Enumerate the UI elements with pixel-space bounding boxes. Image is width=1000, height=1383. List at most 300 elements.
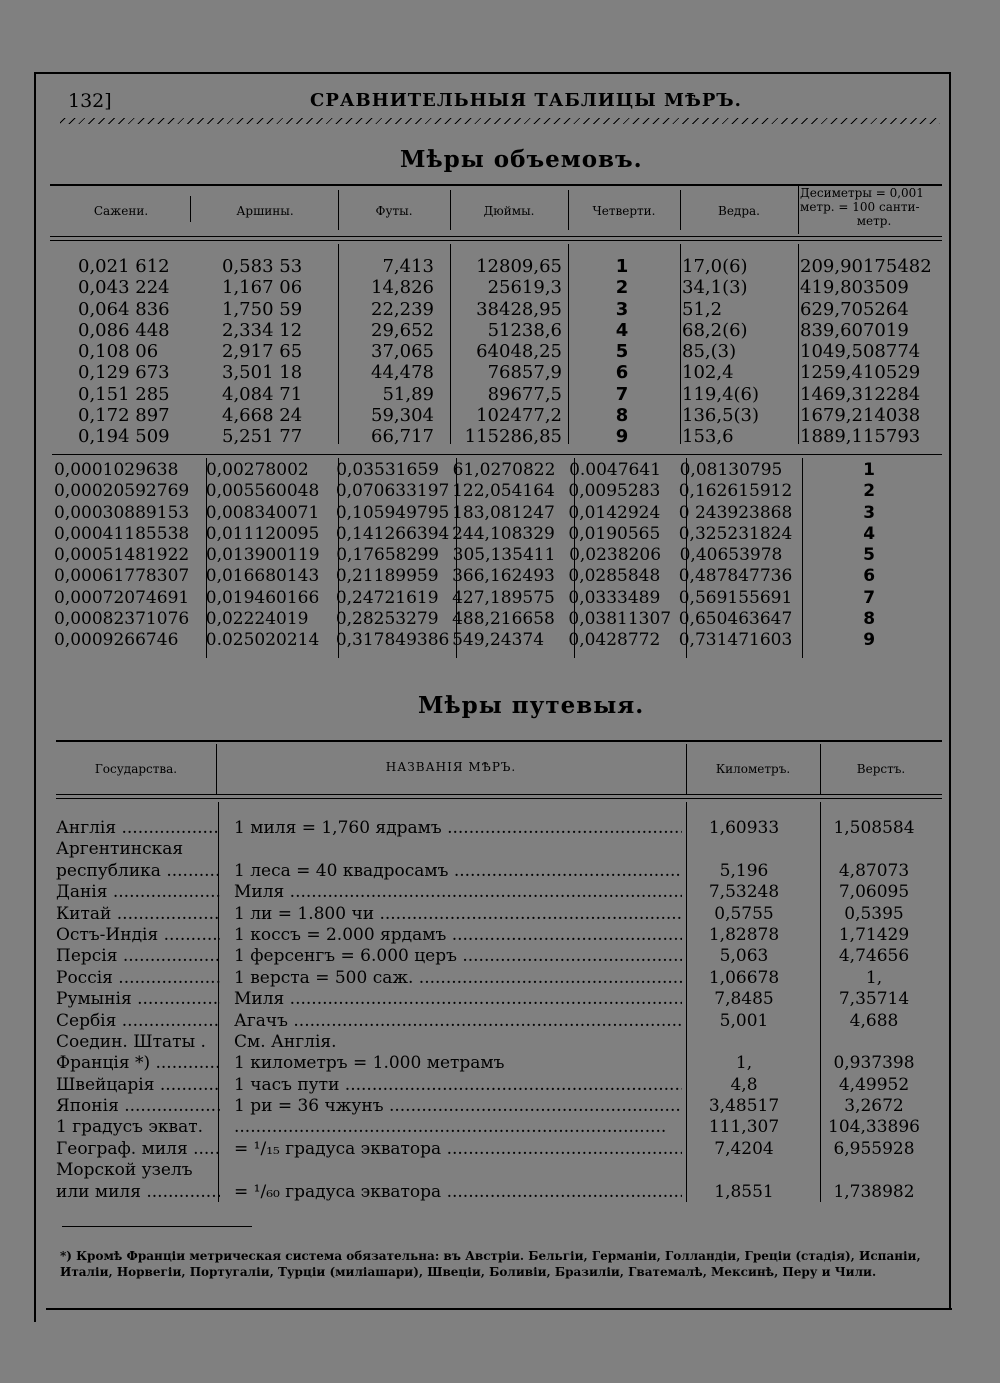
route-row [56,989,942,1010]
route-measure-name-text: Миля ..... [234,989,682,1009]
volume-row [52,299,946,320]
volume-fraction-cell: 549,24374 [452,630,545,651]
route-country [56,818,220,839]
volume-header-bottom-rule-2 [50,240,942,241]
route-verst-value [806,818,942,839]
route-row [56,1032,942,1053]
volume-fraction-cell: 0,02224019 [205,609,309,630]
volume-fraction-cell: 0,00051481922 [54,545,190,566]
route-col-header-country: Государства. [94,762,178,776]
route-verst-value [806,968,942,989]
route-measure-name-text: 1 часъ пути ..... [234,1075,682,1095]
volume-fraction-cell: 0,487847736 [678,566,793,587]
route-measure-name-text [234,1117,666,1137]
col-header-decimeters-line-2: метр. = 100 санти- [800,200,920,214]
volume-cell: 4 [615,319,629,341]
volume-fraction-cell: 5 [863,545,875,566]
volume-cell: 38428,95 [476,298,562,320]
route-row [56,1139,942,1160]
volume-cell: 629,705264 [800,298,909,320]
route-section-title: Мѣры путевыя. [418,692,645,719]
route-row [56,1075,942,1096]
volume-fraction-row [52,503,946,524]
volume-fraction-cell: 0,28253279 [335,609,439,630]
volume-fraction-cell: 0,00041185538 [54,523,190,544]
vol-header-sep-1 [190,196,191,222]
route-country-text: Японія ..... [56,1096,220,1116]
volume-cell: 1 [615,256,629,277]
route-km-value [682,1139,806,1160]
route-km-value [682,861,806,882]
volume-row [52,405,946,426]
route-measure-name [220,946,682,967]
route-country [56,946,220,967]
volume-cell: 419,803509 [800,277,909,299]
route-measure-name-text: 1 коссъ = 2.000 ярдамъ ..... [234,925,682,945]
volume-fraction-cell: 0,0001029638 [54,460,179,480]
route-country-text: Франція *) ..... [56,1053,220,1073]
volume-fraction-cell: 122,054164 [452,481,555,502]
route-row [56,861,942,882]
volume-fraction-cell: 0,08130795 [679,460,783,480]
route-row [56,818,942,839]
route-measure-name-text: См. Англія. [234,1031,337,1052]
route-country [56,1182,220,1203]
route-country-text: Данія ..... [56,882,220,902]
route-measure-name [220,839,682,860]
volume-fraction-cell: 61,0270822 [452,460,556,480]
route-verst-value-text: 4,74656 [838,946,910,967]
route-country [56,904,220,925]
route-verst-value [806,925,942,946]
volume-cell: 1049,508774 [800,341,921,363]
volume-fraction-cell: 0,070633197 [335,481,450,502]
volume-fraction-cell: 0,105949795 [335,502,450,523]
route-km-value [682,1160,806,1181]
route-measure-name-text: 1 ли = 1.800 чи ..... [234,904,682,924]
volume-fraction-cell: 0,016680143 [205,566,320,587]
volume-fraction-cell: 0,00072074691 [54,587,190,608]
route-country [56,861,220,882]
route-measure-name [220,1182,682,1203]
route-measure-name [220,989,682,1010]
volume-cell: 0,172 897 [78,405,170,427]
route-country-text: или миля ..... [56,1182,220,1202]
route-row [56,904,942,925]
volume-fraction-row [52,545,946,566]
route-measure-name [220,861,682,882]
route-verst-value-text: 3,2672 [844,1096,904,1117]
volume-fraction-cell: 0,141266394 [335,523,450,544]
volume-cell: 89677,5 [487,383,562,405]
route-country [56,1053,220,1074]
volume-fraction-row [52,460,946,481]
volume-cell: 12809,65 [476,256,562,277]
volume-fraction-cell: 0,03811307 [568,609,672,630]
route-verst-value-text: 7,35714 [838,989,910,1010]
route-km-value [682,904,806,925]
volume-fraction-cell: 0,40653978 [679,545,783,566]
vol-header-sep-6 [798,186,799,234]
route-country-text: Морской узелъ [56,1160,193,1181]
volume-row [52,384,946,405]
route-country [56,925,220,946]
route-header-sep-3 [820,744,821,794]
volume-fraction-cell: 0,00020592769 [54,481,190,502]
volume-fraction-cell: 0.0047641 [569,460,662,480]
footnote-rule [62,1226,252,1227]
volume-cell: 0,151 285 [78,383,170,405]
volume-fraction-cell: 6 [863,566,876,587]
route-col-header-km: Километръ. [715,762,791,776]
route-measure-name [220,904,682,925]
volume-fraction-cell: 0,0009266746 [54,630,179,651]
route-row [56,946,942,967]
volume-cell: 839,607019 [800,319,909,341]
volume-row [52,277,946,298]
volume-fraction-cell: 0,0142924 [568,502,661,523]
route-country [56,1117,220,1138]
volume-cell: 4,084 71 [222,383,303,405]
route-measure-name-text: = ¹/₁₅ градуса экватора ..... [234,1139,682,1159]
volume-cell: 6 [615,362,629,384]
volume-fraction-cell: 0,005560048 [205,481,320,502]
route-row [56,1053,942,1074]
volume-fraction-cell: 4 [863,523,876,544]
volume-cell: 0,086 448 [78,319,170,341]
volume-cell: 0,043 224 [78,277,170,299]
volume-cell: 0,194 509 [78,426,170,448]
route-measure-name [220,1053,682,1074]
frame-bottom-rule [46,1308,952,1310]
volume-cell: 3 [615,298,629,320]
route-verst-value [806,904,942,925]
volume-fraction-row [52,609,946,630]
volume-cell: 76857,9 [487,362,562,384]
route-verst-value [806,1075,942,1096]
volume-cell: 0,129 673 [78,362,170,384]
volume-fraction-cell: 0,03531659 [336,460,439,480]
route-row [56,968,942,989]
route-verst-value-text: 0,937398 [833,1053,915,1074]
route-km-value [682,1117,806,1138]
route-km-value [682,989,806,1010]
running-title: СРАВНИТЕЛЬНЫЯ ТАБЛИЦЫ МѢРЪ. [310,90,742,111]
vol-header-sep-2 [338,190,339,230]
col-header-futy: Футы. [375,204,413,218]
route-verst-value [806,861,942,882]
volume-cell: 1469,312284 [800,383,921,405]
route-verst-value [806,1011,942,1032]
route-km-value-text: 7,4204 [714,1138,774,1159]
route-header-bottom-rule [56,794,942,795]
route-header-top-rule [56,740,942,742]
volume-cell: 5 [615,341,629,363]
route-km-value [682,1182,806,1203]
route-country [56,1096,220,1117]
route-km-value [682,882,806,903]
volume-cell: 68,2(6) [682,319,748,341]
volume-fraction-row [52,481,946,502]
route-country [56,968,220,989]
route-verst-value [806,1160,942,1181]
route-verst-value-text: 6,955928 [833,1138,915,1159]
volume-fraction-cell: 0,008340071 [205,502,320,523]
volume-fraction-cell: 0,325231824 [678,523,793,544]
route-country [56,1160,220,1181]
route-country-text: Россія ..... [56,968,220,988]
volume-cell: 7,413 [382,256,434,277]
route-measure-name [220,882,682,903]
volume-fraction-cell: 0,00030889153 [54,502,190,523]
volume-fraction-row [52,524,946,545]
volume-fraction-cell: 8 [863,609,876,630]
route-km-value-text: 1,06678 [708,967,780,988]
col-header-dyuimy: Дюймы. [483,204,535,218]
volume-fraction-cell: 0,17658299 [336,545,439,566]
col-header-chetverti: Четверти. [592,204,656,218]
volume-fraction-cell: 0,0285848 [568,566,661,587]
volume-cell: 9 [615,426,629,448]
route-col-header-verst: Верстъ. [856,762,906,776]
route-measure-name-text: Миля ..... [234,882,682,902]
col-header-sazheni: Сажени. [93,204,149,218]
route-measure-name [220,1117,682,1138]
route-km-value-text: 4,8 [730,1074,758,1095]
volume-fraction-cell: 0,011120095 [205,523,320,544]
route-verst-value-text: 104,33896 [828,1117,920,1138]
volume-cell: 119,4(6) [682,383,760,405]
volume-row [52,256,946,277]
volume-cell: 1679,214038 [800,405,921,427]
volume-cell: 66,717 [371,426,434,448]
route-measure-name [220,1139,682,1160]
volume-cell: 0,021 612 [78,256,170,277]
route-country [56,882,220,903]
route-measure-name-text: 1 миля = 1,760 ядрамъ ..... [234,818,682,838]
route-measure-name-text: 1 ри = 36 чжунъ ..... [234,1096,682,1116]
route-verst-value [806,1096,942,1117]
volume-fraction-cell: 0,00061778307 [54,566,190,587]
volume-cell: 102477,2 [476,405,562,427]
volume-fraction-cell: 427,189575 [452,587,555,608]
route-km-value [682,818,806,839]
route-measure-name [220,1011,682,1032]
route-col-header-measure: НАЗВАНІЯ МѢРЪ. [385,760,517,774]
volume-cell: 29,652 [371,319,434,341]
route-country-text: Аргентинская [56,839,184,860]
volume-fraction-cell: 0,019460166 [205,587,320,608]
volume-row [52,320,946,341]
volume-cell: 5,251 77 [222,426,303,448]
volume-row [52,362,946,383]
volume-cell: 8 [615,405,629,427]
volume-fraction-cell: 0,0428772 [568,630,661,651]
volume-cell: 1,750 59 [222,298,303,320]
route-verst-value-text: 4,87073 [838,860,910,881]
route-verst-value [806,1053,942,1074]
volume-table-block-2 [52,460,946,652]
volume-cell: 0,108 06 [78,341,159,363]
volume-fraction-cell: 183,081247 [452,502,555,523]
route-measure-name [220,818,682,839]
route-verst-value [806,882,942,903]
route-km-value [682,1096,806,1117]
volume-fraction-cell: 0,0333489 [568,587,661,608]
route-verst-value [806,989,942,1010]
route-km-value [682,1053,806,1074]
route-country-text: республика ..... [56,861,220,881]
volume-fraction-row [52,630,946,651]
frame-left-rule [34,72,36,1322]
volume-cell: 209,90175482 [800,256,932,277]
footnote: *) Кромѣ Франціи метрическая система обязательна: въ Австріи. Бельгіи, Германіи, Голландіи, Греціи (стадія), Испаніи, Италіи, Норвегіи, Португаліи, Турціи (миліашари), Швеціи, Боливіи, Бразиліи, Гватемалѣ, Мексинѣ, Перу и Чили. [60,1249,921,1279]
route-measure-name [220,1032,682,1053]
route-measure-name [220,1160,682,1181]
route-km-value [682,1011,806,1032]
route-row [56,1160,942,1181]
route-row [56,882,942,903]
route-km-value-text: 0,5755 [714,903,774,924]
volume-cell: 2,334 12 [222,319,303,341]
page-number: 132] [68,90,112,112]
col-header-arshiny: Аршины. [236,204,294,218]
route-measure-name [220,925,682,946]
route-measure-name-text: 1 ферсенгъ = 6.000 церъ ..... [234,946,682,966]
route-verst-value-text: 4,49952 [838,1074,910,1095]
volume-cell: 22,239 [371,298,434,320]
volume-cell: 136,5(3) [682,405,760,427]
route-km-value-text: 7,53248 [708,882,780,903]
route-km-value [682,968,806,989]
volume-cell: 17,0(6) [682,256,748,277]
col-header-vedra: Ведра. [718,204,760,218]
volume-fraction-cell: 0,162615912 [678,481,793,502]
volume-fraction-row [52,566,946,587]
route-measure-name [220,1075,682,1096]
route-verst-value [806,946,942,967]
volume-cell: 14,826 [371,277,434,299]
volume-fraction-cell: 0,24721619 [335,587,439,608]
volume-fraction-cell: 0.025020214 [205,630,320,651]
volume-cell: 7 [615,383,629,405]
route-km-value-text: 5,063 [719,946,769,967]
volume-block-divider [52,454,942,455]
volume-cell: 44,478 [371,362,434,384]
volume-cell: 64048,25 [476,341,562,363]
route-verst-value [806,1182,942,1203]
route-country [56,989,220,1010]
route-verst-value-text: 1,71429 [838,924,910,945]
route-country-text: Румынія ..... [56,989,220,1009]
volume-cell: 51,2 [682,298,723,320]
route-km-value [682,839,806,860]
route-verst-value-text: 1, [865,967,883,988]
route-country-text: Остъ-Индія ..... [56,925,220,945]
frame-top-rule [34,72,950,74]
col-header-decimeters-line-3: метр. [856,214,892,228]
volume-cell: 2 [615,277,629,299]
route-row [56,1096,942,1117]
route-country-text: Китай ..... [56,904,220,924]
route-country-text: Географ. миля ..... [56,1139,220,1159]
route-header-sep-1 [216,744,217,794]
volume-fraction-cell: 0,569155691 [678,587,793,608]
route-km-value [682,946,806,967]
route-km-value-text: 5,001 [719,1010,769,1031]
header-wavy-rule [60,118,940,124]
volume-header-bottom-rule [50,236,942,237]
volume-cell: 153,6 [682,426,734,448]
route-country [56,1032,220,1053]
volume-fraction-cell: 244,108329 [452,523,555,544]
volume-section-title: Мѣры объемовъ. [400,146,643,173]
route-km-value [682,1075,806,1096]
volume-fraction-cell: 0,00082371076 [54,609,190,630]
volume-fraction-cell: 9 [863,630,876,651]
volume-cell: 1889,115793 [800,426,921,448]
volume-cell: 0,583 53 [222,256,303,277]
route-km-value [682,1032,806,1053]
route-country-text: Персія ..... [56,946,220,966]
route-verst-value-text: 0,5395 [844,903,904,924]
route-row [56,1011,942,1032]
route-row [56,839,942,860]
route-verst-value [806,1139,942,1160]
volume-cell: 102,4 [682,362,734,384]
volume-cell: 0,064 836 [78,298,170,320]
route-km-value-text: 1,60933 [708,818,780,838]
volume-fraction-cell: 1 [863,460,875,480]
volume-fraction-cell: 7 [863,587,876,608]
volume-fraction-cell: 366,162493 [452,566,555,587]
route-verst-value-text: 4,688 [849,1010,899,1031]
volume-cell: 34,1(3) [682,277,748,299]
route-measure-name-text: 1 леса = 40 квадросамъ ..... [234,861,682,881]
route-km-value-text: 7,8485 [714,989,774,1010]
route-country [56,1075,220,1096]
route-country [56,1139,220,1160]
route-verst-value [806,1032,942,1053]
volume-fraction-row [52,588,946,609]
volume-fraction-cell: 0,317849386 [335,630,450,651]
vol-header-sep-4 [568,190,569,230]
volume-cell: 1,167 06 [222,277,303,299]
route-row [56,1182,942,1203]
volume-cell: 59,304 [371,405,434,427]
volume-fraction-cell: 0,650463647 [678,609,793,630]
volume-cell: 2,917 65 [222,341,303,363]
route-country-text: Англія ..... [56,818,220,838]
volume-fraction-cell: 0,00278002 [205,460,309,480]
route-measure-name-text: 1 километръ = 1.000 метрамъ [234,1053,505,1074]
route-country [56,1011,220,1032]
col-header-decimeters-line-1: Десиметры = 0,001 [800,186,924,200]
route-verst-value [806,1117,942,1138]
route-km-value-text: 3,48517 [708,1096,780,1117]
route-km-value-text: 5,196 [719,860,769,881]
volume-cell: 51238,6 [487,319,562,341]
route-row [56,1117,942,1138]
route-measure-name-text: Агачъ ..... [234,1011,682,1031]
route-country-text: Сербія ..... [56,1011,220,1031]
route-country-text: Швейцарія ..... [56,1075,220,1095]
volume-cell: 85,(3) [682,341,737,363]
volume-row [52,426,946,447]
volume-fraction-cell: 0,0095283 [568,481,661,502]
route-country-text: 1 градусъ экват. [56,1117,204,1138]
volume-cell: 51,89 [382,383,434,405]
